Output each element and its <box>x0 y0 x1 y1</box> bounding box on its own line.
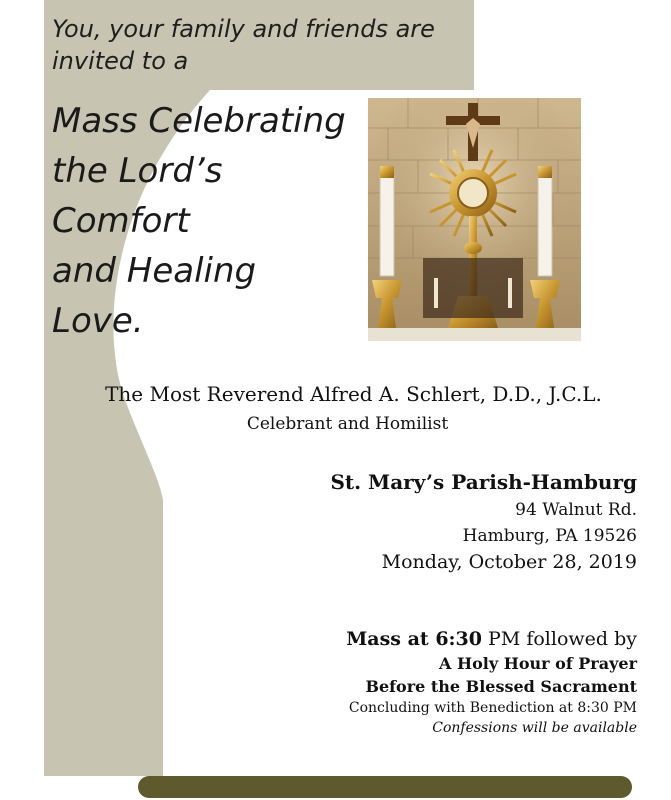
benediction-note: Concluding with Benediction at 8:30 PM <box>348 700 637 716</box>
street-address: 94 Walnut Rd. <box>515 500 637 520</box>
confessions-note: Confessions will be available <box>432 720 637 736</box>
mass-time-bold: Mass at 6:30 <box>346 628 482 650</box>
city-address: Hamburg, PA 19526 <box>462 526 637 546</box>
mass-time-suffix: PM followed by <box>482 628 637 650</box>
event-title <box>52 96 346 346</box>
celebrant-role: Celebrant and Homilist <box>246 414 449 434</box>
celebrant-name: The Most Reverend Alfred A. Schlert, D.D., J.C.L. <box>105 382 602 406</box>
title-line-5: Love. <box>52 301 144 341</box>
monstrance-altar-image <box>368 98 581 341</box>
title-line-3: Comfort <box>52 201 190 241</box>
bottom-decorative-bar <box>138 776 632 798</box>
event-date: Monday, October 28, 2019 <box>381 551 637 573</box>
title-line-1: Mass Celebrating <box>52 101 346 141</box>
mass-time <box>346 628 637 650</box>
holy-hour-line-2: Before the Blessed Sacrament <box>365 677 637 696</box>
parish-name: St. Mary’s Parish-Hamburg <box>330 470 637 494</box>
title-line-4: and Healing <box>52 251 257 291</box>
monstrance-photo <box>368 98 581 341</box>
title-line-2: the Lord’s <box>52 151 223 191</box>
intro-line-2: invited to a <box>52 47 189 75</box>
invitation-intro <box>52 13 435 77</box>
holy-hour-line-1: A Holy Hour of Prayer <box>439 654 637 673</box>
intro-line-1: You, your family and friends are <box>52 15 435 43</box>
